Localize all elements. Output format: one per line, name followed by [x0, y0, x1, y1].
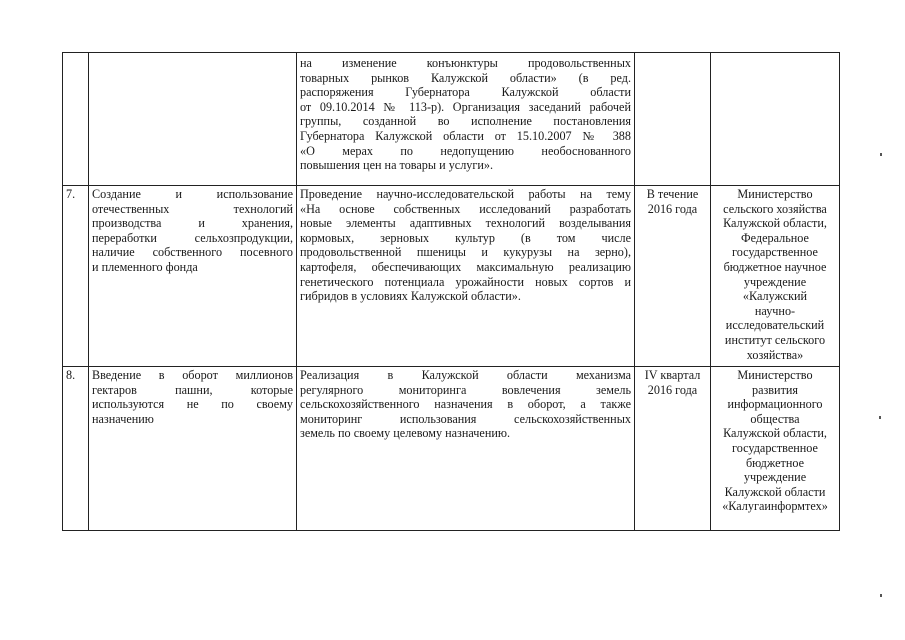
row-number-cell: 7. [63, 186, 89, 367]
executor-line: Федеральное [741, 230, 809, 245]
term-cell [635, 367, 711, 531]
executor-line: институт сельского [724, 332, 826, 347]
executor-line: общества [750, 411, 800, 426]
executor-line: сельского хозяйства [723, 201, 827, 216]
name-line: назначению [92, 411, 154, 426]
executor-line: учреждение [743, 274, 807, 289]
measure-name-cell [89, 53, 297, 186]
executor-line: хозяйства» [746, 347, 804, 362]
executor-line: учреждение [743, 470, 807, 485]
description-line: «На основе собственных исследований разработать [300, 201, 631, 216]
executor-cell [711, 186, 840, 367]
executor-line: государственное [732, 440, 818, 455]
executor-line: Калужской области, [723, 216, 827, 231]
executor-cell [711, 53, 840, 186]
table-row [63, 367, 840, 531]
term-line: 2016 года [647, 382, 698, 397]
executor-line: «Калугаинформтех» [722, 499, 828, 514]
description-line: от 09.10.2014 № 113-р). Организация заседаний рабочей [300, 99, 631, 114]
executor-cell [711, 367, 840, 531]
name-line: Создание и использование [92, 187, 293, 201]
table-row [63, 186, 840, 367]
term-line: В течение [646, 187, 699, 201]
scan-speck [880, 594, 882, 597]
measure-description-cell [297, 367, 635, 531]
row-number-cell: 8. [63, 367, 89, 531]
description-line: генетического потенциала урожайности новых сортов и [300, 274, 631, 289]
measures-table [62, 52, 840, 531]
executor-line: Калужской области [724, 484, 826, 499]
executor-line: Калужской области, [723, 426, 827, 441]
name-line: гектаров пашни, которые [92, 382, 293, 397]
executor-line: «Калужский [742, 289, 808, 304]
description-line: земель по своему целевому назначению. [300, 426, 511, 441]
term-cell [635, 186, 711, 367]
scan-speck [879, 416, 881, 419]
term-line: IV квартал [644, 368, 701, 382]
description-line: мониторинг использования сельскохозяйственных [300, 411, 631, 426]
executor-line: Министерство [737, 368, 813, 382]
description-line: повышения цен на товары и услуги». [300, 158, 494, 173]
description-line: распоряжения Губернатора Калужской области [300, 85, 631, 100]
description-line: «О мерах по недопущению необоснованного [300, 143, 631, 158]
description-line: новые элементы адаптивных технологий возделывания [300, 216, 631, 231]
table-row [63, 53, 840, 186]
description-line: группы, созданной во исполнение постановления [300, 114, 631, 129]
executor-line: развития [751, 382, 799, 397]
name-line: отечественных технологий [92, 201, 293, 216]
table-body [63, 53, 840, 531]
row-number-cell [63, 53, 89, 186]
description-line: продовольственной пшеницы и кукурузы на зерно), [300, 245, 631, 260]
name-line: наличие собственного посевного [92, 245, 293, 260]
description-line: товарных рынков Калужской области» (в ред. [300, 70, 631, 85]
executor-line: Министерство [737, 187, 813, 201]
measure-description-cell [297, 186, 635, 367]
description-line: регулярного мониторинга вовлечения земель [300, 382, 631, 397]
scan-speck [880, 153, 882, 156]
name-line: и племенного фонда [92, 259, 198, 274]
description-line: картофеля, обеспечивающих максимальную реализацию [300, 259, 631, 274]
executor-line: научно- [754, 303, 796, 318]
executor-line: бюджетное [745, 455, 805, 470]
description-line: Проведение научно-исследовательской работы на тему [300, 187, 631, 201]
name-line: переработки сельхозпродукции, [92, 230, 293, 245]
measure-name-cell [89, 186, 297, 367]
executor-line: информационного [727, 397, 823, 412]
description-line: сельскохозяйственного назначения в оборот, а также [300, 397, 631, 412]
executor-line: бюджетное научное [723, 259, 827, 274]
description-line: Губернатора Калужской области от 15.10.2007 № 388 [300, 128, 631, 143]
name-line: используются не по своему [92, 397, 293, 412]
executor-line: исследовательский [725, 318, 825, 333]
term-line: 2016 года [647, 201, 698, 216]
measure-description-cell [297, 53, 635, 186]
name-line: Введение в оборот миллионов [92, 368, 293, 382]
name-line: производства и хранения, [92, 216, 293, 231]
description-line: на изменение конъюнктуры продовольственных [300, 56, 631, 70]
term-cell [635, 53, 711, 186]
description-line: кормовых, зерновых культур (в том числе [300, 230, 631, 245]
description-line: Реализация в Калужской области механизма [300, 368, 631, 382]
description-line: гибридов в условиях Калужской области». [300, 289, 521, 304]
executor-line: государственное [732, 245, 818, 260]
measure-name-cell [89, 367, 297, 531]
